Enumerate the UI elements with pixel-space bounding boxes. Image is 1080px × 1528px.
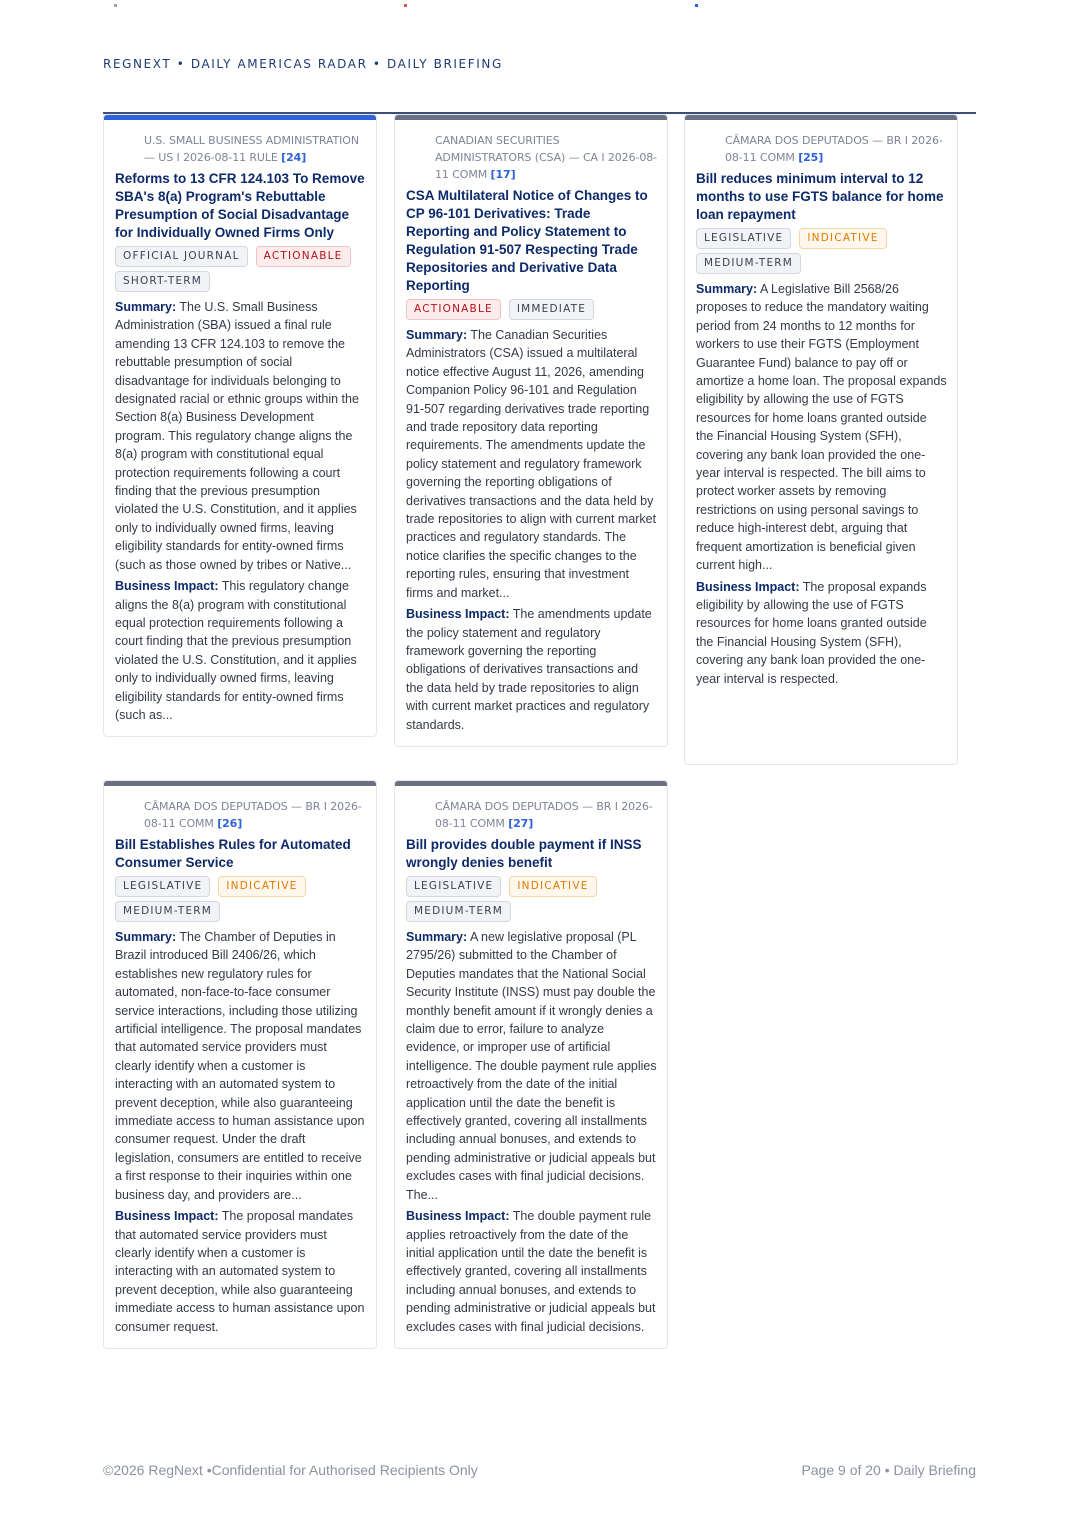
reference-link[interactable]: [25] (798, 151, 824, 164)
tag-actionable: ACTIONABLE (256, 246, 351, 267)
summary-text: Summary: A Legislative Bill 2568/26 proposes to reduce the mandatory waiting period from 24 months to 12 months for workers to use their FGTS (Employment Guarantee Fund) balance to pay off or amortize a home loan. The proposal expands eligibility by allowing the use of FGTS resources for home loans granted outside the Financial Housing System (SFH), covering any bank loan provided the one-year interval is respected. The bill aims to protect worker assets by removing restrictions on using personal savings to reduce high-interest debt, arguing that frequent amortization is beneficial given current high... (696, 282, 947, 573)
briefing-card (684, 114, 958, 765)
tag-medium-term: MEDIUM-TERM (115, 901, 220, 922)
summary-text: Summary: The Chamber of Deputies in Brazil introduced Bill 2406/26, which establishes new regulatory rules for automated, non-face-to-face consumer service interactions, including those utilizing artificial intelligence. The proposal mandates that automated service providers must clearly identify when a customer is interacting with an automated system to prevent deception, while also guaranteeing immediate access to human assistance upon consumer request. Under the draft legislation, consumers are entitled to receive a first response to their inquiries within one business day, and providers are... (115, 930, 365, 1202)
printer-mark (404, 4, 407, 7)
tag-short-term: SHORT-TERM (115, 271, 210, 292)
tag-indicative: INDICATIVE (509, 876, 596, 897)
tag-legislative: LEGISLATIVE (115, 876, 210, 897)
card-title[interactable]: Bill provides double payment if INSS wrongly denies benefit (406, 837, 642, 870)
tag-legislative: LEGISLATIVE (406, 876, 501, 897)
business-impact-text: Business Impact: The proposal mandates that automated service providers must clearly identify when a customer is interacting with an automated system to prevent deception, while also guaranteeing immediate access to human assistance upon consumer request. (115, 1209, 365, 1334)
briefing-card (103, 114, 377, 737)
tag-immediate: IMMEDIATE (509, 299, 594, 320)
card-meta: CÂMARA DOS DEPUTADOS — BR I 2026-08-11 COMM [26] (144, 800, 362, 830)
briefing-card (103, 780, 377, 1349)
footer-page-number: Page 9 of 20 • Daily Briefing (801, 1462, 976, 1478)
business-impact-text: Business Impact: The proposal expands eligibility by allowing the use of FGTS resources for home loans granted outside the Financial Housing System (SFH), covering any bank loan provided the one-year interval is respected. (696, 579, 927, 686)
reference-link[interactable]: [27] (508, 817, 534, 830)
printer-mark (114, 4, 117, 7)
tag-list (115, 246, 366, 295)
tag-official-journal: OFFICIAL JOURNAL (115, 246, 248, 267)
tag-list (406, 299, 657, 323)
reference-link[interactable]: [17] (490, 168, 516, 181)
summary-text: Summary: The U.S. Small Business Administration (SBA) issued a final rule amending 13 CFR 124.103 to remove the rebuttable presumption of social disadvantage for individuals belonging to designated racial or ethnic groups within the Section 8(a) Business Development program. This regulatory change aligns the 8(a) program with constitutional equal protection requirements following a court finding that the previous presumption violated the U.S. Constitution, and it applies only to individually owned firms, leaving eligibility standards for entity-owned firms (such as those owned by tribes or Native... (115, 300, 359, 572)
tag-list (696, 228, 947, 277)
tag-actionable: ACTIONABLE (406, 299, 501, 320)
card-title[interactable]: Bill reduces minimum interval to 12 months to use FGTS balance for home loan repayment (696, 171, 944, 222)
page-header: REGNEXT • DAILY AMERICAS RADAR • DAILY BRIEFING (103, 57, 503, 71)
card-meta: CANADIAN SECURITIES ADMINISTRATORS (CSA) — CA I 2026-08-11 COMM [17] (435, 134, 658, 181)
summary-text: Summary: The Canadian Securities Administrators (CSA) issued a multilateral notice effective August 11, 2026, amending Companion Policy 96-101 and Regulation 91-507 regarding derivatives trade reporting and trade repository data reporting requirements. The amendments update the policy statement and regulatory framework governing the reporting obligations of derivatives transactions and the data held by trade repositories to align with current market practices and regulatory standards. The notice clarifies the specific changes to the reporting rules, ensuring that investment firms and market... (406, 328, 657, 600)
tag-list (406, 876, 657, 925)
card-meta: CÂMARA DOS DEPUTADOS — BR I 2026-08-11 COMM [27] (435, 800, 653, 830)
card-title[interactable]: Reforms to 13 CFR 124.103 To Remove SBA's 8(a) Program's Rebuttable Presumption of Social Disadvantage for Individually Owned Firms Only (115, 171, 365, 240)
card-meta: U.S. SMALL BUSINESS ADMINISTRATION — US I 2026-08-11 RULE [24] (144, 134, 359, 164)
top-printer-marks (0, 4, 1080, 8)
tag-list (115, 876, 366, 925)
tag-indicative: INDICATIVE (799, 228, 886, 249)
reference-link[interactable]: [26] (217, 817, 243, 830)
footer-copyright: ©2026 RegNext •Confidential for Authorised Recipients Only (103, 1462, 478, 1478)
card-meta: CÂMARA DOS DEPUTADOS — BR I 2026-08-11 COMM [25] (725, 134, 943, 164)
tag-legislative: LEGISLATIVE (696, 228, 791, 249)
tag-medium-term: MEDIUM-TERM (696, 253, 801, 274)
summary-text: Summary: A new legislative proposal (PL 2795/26) submitted to the Chamber of Deputies mandates that the National Social Security Institute (INSS) must pay double the monthly benefit amount if it wrongly denies a claim due to error, failure to analyze evidence, or improper use of artificial intelligence. The double payment rule applies retroactively from the date of the initial application until the date the benefit is effectively granted, covering all installments including annual bonuses, and extends to pending administrative or judicial appeals but excludes cases with final judicial decisions. The... (406, 930, 657, 1202)
card-title[interactable]: CSA Multilateral Notice of Changes to CP 96-101 Derivatives: Trade Reporting and Policy Statement to Regulation 91-507 Respecting Trade Repositories and Derivative Data Reporting (406, 188, 648, 293)
tag-medium-term: MEDIUM-TERM (406, 901, 511, 922)
card-title[interactable]: Bill Establishes Rules for Automated Consumer Service (115, 837, 351, 870)
reference-link[interactable]: [24] (281, 151, 307, 164)
tag-indicative: INDICATIVE (218, 876, 305, 897)
briefing-card (394, 780, 668, 1349)
business-impact-text: Business Impact: The double payment rule applies retroactively from the date of the initial application until the date the benefit is effectively granted, covering all installments including annual bonuses, and extends to pending administrative or judicial appeals but excludes cases with final judicial decisions. (406, 1209, 656, 1334)
business-impact-text: Business Impact: This regulatory change aligns the 8(a) program with constitutional equal protection requirements following a court finding that the previous presumption violated the U.S. Constitution, and it applies only to individually owned firms, leaving eligibility standards for entity-owned firms (such as... (115, 579, 357, 722)
printer-mark (695, 4, 698, 7)
business-impact-text: Business Impact: The amendments update the policy statement and regulatory framework governing the reporting obligations of derivatives transactions and the data held by trade repositories to align with current market practices and regulatory standards. (406, 607, 652, 732)
briefing-card (394, 114, 668, 747)
